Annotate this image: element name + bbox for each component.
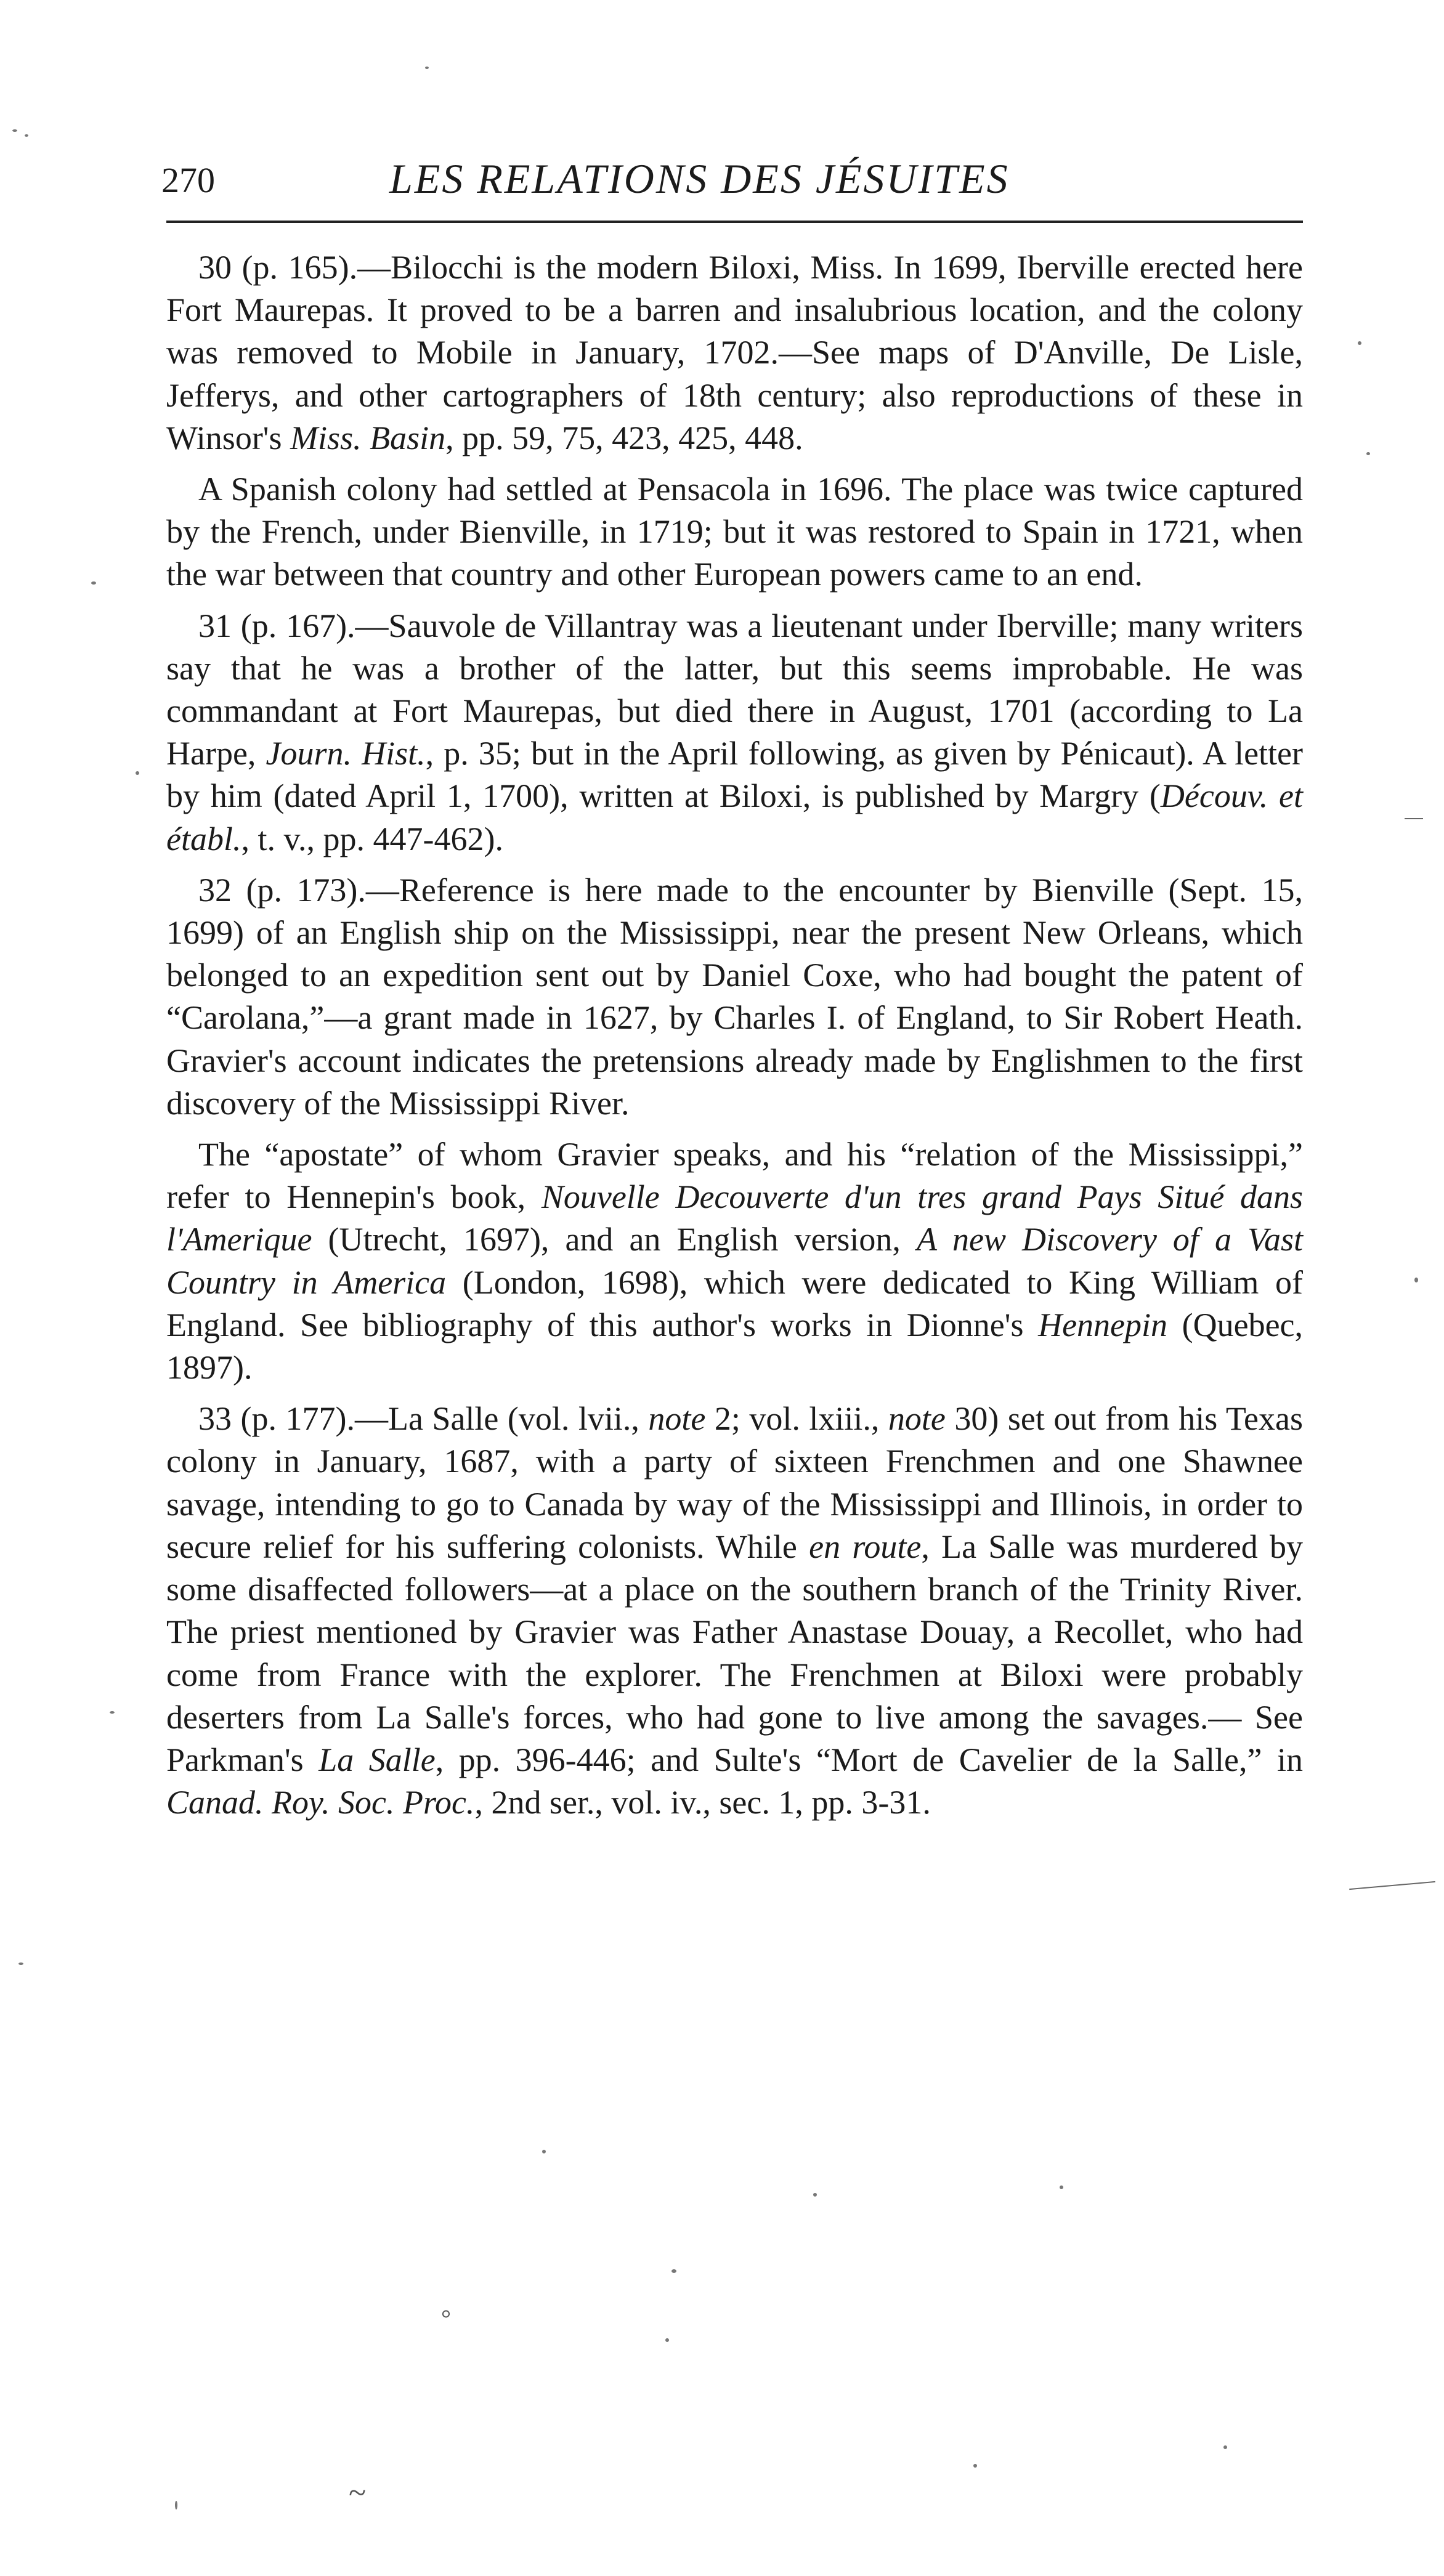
note-text: 30 (p. 165).—Bilocchi is the modern Biloxi, Miss. In 1699, Iberville erected here Fort Maurepas. It proved to be a barren and insalubrious location, and the colony was removed to Mobile in January, 1702.—See maps of D'Anville, De Lisle, Jefferys, and other cartographers of 18th century; also reproductions of these in Winsor's xyxy=(166,249,1303,456)
scan-speck xyxy=(25,134,28,137)
italic-citation: en route xyxy=(809,1528,922,1565)
italic-citation: Canad. Roy. Soc. Proc. xyxy=(166,1784,475,1821)
scan-speck xyxy=(542,2150,546,2153)
note-text: , t. v., pp. 447-462). xyxy=(241,820,503,857)
scan-speck xyxy=(136,771,139,775)
scan-mark: ~ xyxy=(349,2476,367,2511)
italic-citation: La Salle xyxy=(318,1741,436,1778)
italic-citation: Journ. Hist. xyxy=(266,735,426,772)
scan-speck xyxy=(91,581,96,585)
note-text: , pp. 396-446; and Sulte's “Mort de Cavelier de la Salle,” in xyxy=(435,1741,1303,1778)
scan-mark: ° xyxy=(441,2304,451,2332)
italic-citation: Découv. et établ. xyxy=(166,777,1303,857)
scan-speck xyxy=(1366,452,1370,455)
scan-speck xyxy=(425,67,429,69)
note-text: 31 (p. 167).—Sauvole de Villantray was a lieutenant under Iberville; many writers say that he was a brother of the latter, but this seems improbable. He was commandant at Fort Maurepas, but died there in August, 1701 (according to La Harpe, xyxy=(166,607,1303,772)
header-rule xyxy=(166,221,1303,223)
note-text: A Spanish colony had settled at Pensacola in 1696. The place was twice captured by the French, under Bienville, in 1719; but it was restored to Spain in 1721, when the war between that country and other European powers came to an end. xyxy=(166,471,1303,593)
scan-speck xyxy=(1358,341,1361,345)
scan-speck xyxy=(813,2193,817,2197)
note-paragraph xyxy=(166,246,1303,460)
italic-citation: Miss. Basin xyxy=(290,419,446,456)
scan-speck xyxy=(110,1711,115,1714)
scan-speck xyxy=(1414,1278,1418,1282)
note-text: 30) set out from his Texas colony in January, 1687, with a party of sixteen Frenchmen and one Shawnee savage, intending to go to Canada by way of the Mississippi and Illinois, in order to secure relief for his suffering colonists. While xyxy=(166,1400,1303,1565)
note-text: , pp. 59, 75, 423, 425, 448. xyxy=(445,419,803,456)
note-paragraph xyxy=(166,1133,1303,1389)
note-text: The “apostate” of whom Gravier speaks, and his “relation of the Mississippi,” refer to Hennepin's book, xyxy=(166,1136,1303,1216)
note-text: , 2nd ser., vol. iv., sec. 1, pp. 3-31. xyxy=(474,1784,931,1821)
italic-citation: note xyxy=(888,1400,946,1438)
note-text: 2; vol. lxiii., xyxy=(705,1400,888,1438)
note-text: 33 (p. 177).—La Salle (vol. lvii., xyxy=(198,1400,649,1438)
note-text: , p. 35; but in the April following, as given by Pénicaut). A letter by him (dated April 1, 1700), written at Biloxi, is published by Margry ( xyxy=(166,735,1304,815)
scan-speck xyxy=(175,2501,177,2509)
page-header xyxy=(161,148,1307,216)
scan-speck xyxy=(12,129,17,132)
scan-speck xyxy=(665,2338,669,2342)
note-text: 32 (p. 173).—Reference is here made to the encounter by Bienville (Sept. 15, 1699) of an English ship on the Mississippi, near the present New Orleans, which belonged to an expedition sent out by Daniel Coxe, who had bought the patent of “Carolana,”—a grant made in 1627, by Charles I. of England, to Sir Robert Heath. Gravier's account indicates the pretensions already made by Englishmen to the first discovery of the Mississippi River. xyxy=(166,871,1303,1122)
scan-speck xyxy=(671,2269,676,2273)
note-paragraph xyxy=(166,605,1303,861)
page-number: 270 xyxy=(161,160,215,200)
italic-citation: A new Discovery of a Vast Country in America xyxy=(166,1221,1304,1301)
note-text: (Utrecht, 1697), and an English version, xyxy=(312,1221,917,1258)
scan-speck xyxy=(18,1962,23,1965)
note-text: (London, 1698), which were dedicated to King William of England. See bibliography of this author's works in Dionne's xyxy=(166,1263,1303,1343)
margin-mark xyxy=(1349,1881,1435,1890)
note-paragraph xyxy=(166,468,1303,596)
scan-speck xyxy=(1060,2185,1063,2189)
running-title: LES RELATIONS DES JÉSUITES xyxy=(389,155,1010,202)
note-paragraph xyxy=(166,869,1303,1125)
note-paragraph xyxy=(166,1398,1303,1824)
scan-speck xyxy=(1223,2445,1227,2449)
italic-citation: Nouvelle Decouverte d'un tres grand Pays Situé dans l'Amerique xyxy=(166,1178,1303,1258)
italic-citation: Hennepin xyxy=(1038,1306,1168,1343)
italic-citation: note xyxy=(648,1400,706,1438)
scan-speck xyxy=(973,2464,977,2468)
margin-mark xyxy=(1405,818,1423,819)
notes-body xyxy=(166,246,1303,1833)
note-text: , La Salle was murdered by some disaffected followers—at a place on the southern branch of the Trinity River. The priest mentioned by Gravier was Father Anastase Douay, a Recollet, who had come from France with the explorer. The Frenchmen at Biloxi were probably deserters from La Salle's forces, who had gone to live among the savages.— See Parkman's xyxy=(166,1528,1304,1778)
note-text: (Quebec, 1897). xyxy=(166,1306,1304,1387)
